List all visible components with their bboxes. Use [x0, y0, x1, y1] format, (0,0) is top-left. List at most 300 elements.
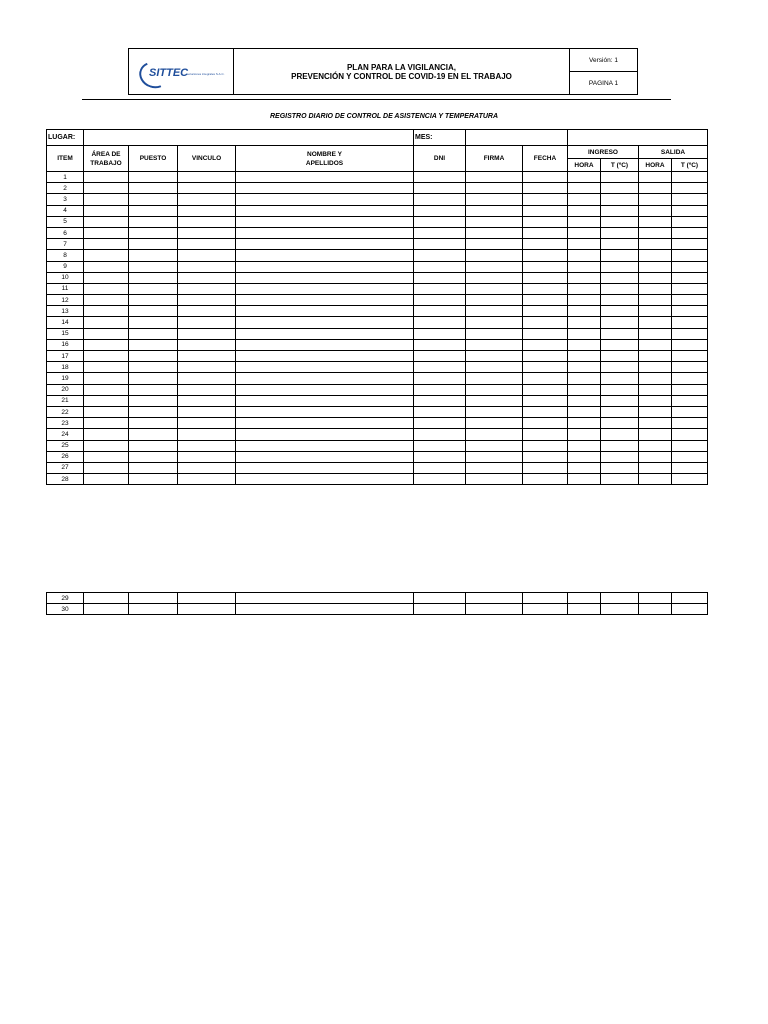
entry-cell[interactable] [639, 418, 672, 429]
entry-cell[interactable] [568, 451, 601, 462]
entry-cell[interactable] [84, 440, 129, 451]
entry-cell[interactable] [672, 272, 708, 283]
entry-cell[interactable] [129, 216, 178, 227]
entry-cell[interactable] [84, 227, 129, 238]
entry-cell[interactable] [568, 418, 601, 429]
entry-cell[interactable] [414, 406, 466, 417]
entry-cell[interactable] [466, 440, 523, 451]
entry-cell[interactable] [129, 295, 178, 306]
entry-cell[interactable] [568, 239, 601, 250]
entry-cell[interactable] [523, 216, 568, 227]
entry-cell[interactable] [84, 250, 129, 261]
entry-cell[interactable] [639, 227, 672, 238]
entry-cell[interactable] [129, 328, 178, 339]
entry-cell[interactable] [466, 451, 523, 462]
entry-cell[interactable] [84, 172, 129, 183]
entry-cell[interactable] [84, 451, 129, 462]
entry-cell[interactable] [672, 239, 708, 250]
entry-cell[interactable] [129, 462, 178, 473]
entry-cell[interactable] [639, 272, 672, 283]
entry-cell[interactable] [672, 474, 708, 485]
entry-cell[interactable] [236, 351, 414, 362]
entry-cell[interactable] [568, 395, 601, 406]
entry-cell[interactable] [414, 194, 466, 205]
entry-cell[interactable] [601, 261, 639, 272]
entry-cell[interactable] [601, 328, 639, 339]
entry-cell[interactable] [129, 373, 178, 384]
entry-cell[interactable] [523, 250, 568, 261]
entry-cell[interactable] [236, 306, 414, 317]
entry-cell[interactable] [639, 462, 672, 473]
entry-cell[interactable] [414, 462, 466, 473]
entry-cell[interactable] [414, 429, 466, 440]
entry-cell[interactable] [236, 227, 414, 238]
entry-cell[interactable] [523, 373, 568, 384]
entry-cell[interactable] [568, 429, 601, 440]
entry-cell[interactable] [236, 216, 414, 227]
entry-cell[interactable] [639, 429, 672, 440]
entry-cell[interactable] [639, 339, 672, 350]
entry-cell[interactable] [84, 339, 129, 350]
entry-cell[interactable] [601, 295, 639, 306]
entry-cell[interactable] [639, 205, 672, 216]
entry-cell[interactable] [414, 183, 466, 194]
entry-cell[interactable] [236, 462, 414, 473]
entry-cell[interactable] [129, 306, 178, 317]
entry-cell[interactable] [672, 351, 708, 362]
entry-cell[interactable] [236, 328, 414, 339]
entry-cell[interactable] [639, 593, 672, 604]
entry-cell[interactable] [639, 183, 672, 194]
entry-cell[interactable] [414, 250, 466, 261]
entry-cell[interactable] [639, 362, 672, 373]
entry-cell[interactable] [466, 239, 523, 250]
entry-cell[interactable] [672, 317, 708, 328]
entry-cell[interactable] [84, 328, 129, 339]
entry-cell[interactable] [672, 462, 708, 473]
entry-cell[interactable] [672, 306, 708, 317]
entry-cell[interactable] [178, 351, 236, 362]
entry-cell[interactable] [523, 474, 568, 485]
entry-cell[interactable] [466, 406, 523, 417]
entry-cell[interactable] [568, 462, 601, 473]
entry-cell[interactable] [523, 440, 568, 451]
entry-cell[interactable] [414, 261, 466, 272]
entry-cell[interactable] [639, 250, 672, 261]
entry-cell[interactable] [84, 239, 129, 250]
entry-cell[interactable] [523, 406, 568, 417]
entry-cell[interactable] [129, 384, 178, 395]
entry-cell[interactable] [672, 395, 708, 406]
entry-cell[interactable] [129, 451, 178, 462]
entry-cell[interactable] [414, 227, 466, 238]
entry-cell[interactable] [466, 205, 523, 216]
entry-cell[interactable] [129, 429, 178, 440]
entry-cell[interactable] [672, 216, 708, 227]
entry-cell[interactable] [236, 429, 414, 440]
entry-cell[interactable] [414, 339, 466, 350]
entry-cell[interactable] [601, 406, 639, 417]
entry-cell[interactable] [672, 295, 708, 306]
entry-cell[interactable] [178, 593, 236, 604]
entry-cell[interactable] [178, 183, 236, 194]
entry-cell[interactable] [466, 272, 523, 283]
entry-cell[interactable] [601, 474, 639, 485]
entry-cell[interactable] [672, 328, 708, 339]
entry-cell[interactable] [523, 317, 568, 328]
entry-cell[interactable] [84, 194, 129, 205]
entry-cell[interactable] [523, 418, 568, 429]
entry-cell[interactable] [601, 205, 639, 216]
entry-cell[interactable] [236, 250, 414, 261]
entry-cell[interactable] [236, 194, 414, 205]
entry-cell[interactable] [84, 373, 129, 384]
entry-cell[interactable] [523, 205, 568, 216]
entry-cell[interactable] [236, 406, 414, 417]
entry-cell[interactable] [129, 172, 178, 183]
entry-cell[interactable] [129, 418, 178, 429]
entry-cell[interactable] [523, 328, 568, 339]
entry-cell[interactable] [523, 593, 568, 604]
entry-cell[interactable] [466, 216, 523, 227]
entry-cell[interactable] [523, 339, 568, 350]
entry-cell[interactable] [129, 205, 178, 216]
entry-cell[interactable] [672, 172, 708, 183]
entry-cell[interactable] [84, 283, 129, 294]
entry-cell[interactable] [466, 295, 523, 306]
entry-cell[interactable] [414, 593, 466, 604]
entry-cell[interactable] [601, 593, 639, 604]
entry-cell[interactable] [414, 362, 466, 373]
entry-cell[interactable] [672, 593, 708, 604]
entry-cell[interactable] [178, 373, 236, 384]
mes-field[interactable] [466, 130, 568, 146]
entry-cell[interactable] [672, 250, 708, 261]
entry-cell[interactable] [523, 351, 568, 362]
entry-cell[interactable] [178, 362, 236, 373]
entry-cell[interactable] [601, 418, 639, 429]
entry-cell[interactable] [639, 395, 672, 406]
entry-cell[interactable] [672, 339, 708, 350]
entry-cell[interactable] [178, 395, 236, 406]
entry-cell[interactable] [672, 451, 708, 462]
entry-cell[interactable] [236, 451, 414, 462]
entry-cell[interactable] [523, 295, 568, 306]
entry-cell[interactable] [639, 440, 672, 451]
entry-cell[interactable] [601, 283, 639, 294]
entry-cell[interactable] [568, 306, 601, 317]
entry-cell[interactable] [414, 604, 466, 615]
entry-cell[interactable] [568, 194, 601, 205]
entry-cell[interactable] [672, 384, 708, 395]
entry-cell[interactable] [84, 183, 129, 194]
entry-cell[interactable] [129, 317, 178, 328]
entry-cell[interactable] [568, 474, 601, 485]
entry-cell[interactable] [601, 384, 639, 395]
entry-cell[interactable] [466, 227, 523, 238]
entry-cell[interactable] [601, 373, 639, 384]
entry-cell[interactable] [236, 604, 414, 615]
entry-cell[interactable] [236, 295, 414, 306]
entry-cell[interactable] [178, 272, 236, 283]
entry-cell[interactable] [178, 462, 236, 473]
entry-cell[interactable] [523, 362, 568, 373]
entry-cell[interactable] [129, 239, 178, 250]
entry-cell[interactable] [178, 604, 236, 615]
entry-cell[interactable] [84, 351, 129, 362]
entry-cell[interactable] [568, 250, 601, 261]
entry-cell[interactable] [178, 440, 236, 451]
entry-cell[interactable] [672, 261, 708, 272]
entry-cell[interactable] [466, 317, 523, 328]
entry-cell[interactable] [639, 194, 672, 205]
entry-cell[interactable] [523, 261, 568, 272]
entry-cell[interactable] [466, 418, 523, 429]
entry-cell[interactable] [236, 183, 414, 194]
entry-cell[interactable] [601, 317, 639, 328]
entry-cell[interactable] [129, 272, 178, 283]
entry-cell[interactable] [672, 283, 708, 294]
entry-cell[interactable] [639, 328, 672, 339]
entry-cell[interactable] [414, 373, 466, 384]
entry-cell[interactable] [639, 373, 672, 384]
entry-cell[interactable] [568, 406, 601, 417]
entry-cell[interactable] [601, 451, 639, 462]
entry-cell[interactable] [236, 362, 414, 373]
entry-cell[interactable] [466, 395, 523, 406]
entry-cell[interactable] [568, 261, 601, 272]
entry-cell[interactable] [236, 440, 414, 451]
entry-cell[interactable] [414, 317, 466, 328]
entry-cell[interactable] [672, 362, 708, 373]
entry-cell[interactable] [84, 418, 129, 429]
entry-cell[interactable] [466, 462, 523, 473]
entry-cell[interactable] [523, 306, 568, 317]
entry-cell[interactable] [236, 418, 414, 429]
entry-cell[interactable] [84, 261, 129, 272]
entry-cell[interactable] [129, 593, 178, 604]
entry-cell[interactable] [414, 205, 466, 216]
entry-cell[interactable] [178, 429, 236, 440]
entry-cell[interactable] [466, 384, 523, 395]
entry-cell[interactable] [129, 406, 178, 417]
entry-cell[interactable] [414, 172, 466, 183]
entry-cell[interactable] [523, 183, 568, 194]
entry-cell[interactable] [466, 351, 523, 362]
entry-cell[interactable] [639, 172, 672, 183]
entry-cell[interactable] [129, 194, 178, 205]
entry-cell[interactable] [601, 362, 639, 373]
entry-cell[interactable] [523, 194, 568, 205]
entry-cell[interactable] [466, 429, 523, 440]
entry-cell[interactable] [568, 172, 601, 183]
entry-cell[interactable] [129, 227, 178, 238]
entry-cell[interactable] [84, 306, 129, 317]
entry-cell[interactable] [568, 227, 601, 238]
lugar-field[interactable] [84, 130, 414, 146]
entry-cell[interactable] [523, 384, 568, 395]
entry-cell[interactable] [466, 373, 523, 384]
entry-cell[interactable] [639, 604, 672, 615]
entry-cell[interactable] [639, 239, 672, 250]
entry-cell[interactable] [84, 317, 129, 328]
entry-cell[interactable] [523, 451, 568, 462]
entry-cell[interactable] [178, 216, 236, 227]
entry-cell[interactable] [84, 395, 129, 406]
entry-cell[interactable] [466, 339, 523, 350]
entry-cell[interactable] [178, 306, 236, 317]
entry-cell[interactable] [601, 395, 639, 406]
entry-cell[interactable] [414, 451, 466, 462]
entry-cell[interactable] [178, 250, 236, 261]
entry-cell[interactable] [236, 283, 414, 294]
entry-cell[interactable] [568, 384, 601, 395]
entry-cell[interactable] [178, 328, 236, 339]
entry-cell[interactable] [523, 239, 568, 250]
entry-cell[interactable] [672, 440, 708, 451]
entry-cell[interactable] [414, 384, 466, 395]
entry-cell[interactable] [639, 295, 672, 306]
entry-cell[interactable] [523, 172, 568, 183]
entry-cell[interactable] [129, 339, 178, 350]
entry-cell[interactable] [466, 306, 523, 317]
entry-cell[interactable] [601, 250, 639, 261]
entry-cell[interactable] [84, 604, 129, 615]
entry-cell[interactable] [414, 440, 466, 451]
entry-cell[interactable] [672, 429, 708, 440]
entry-cell[interactable] [672, 205, 708, 216]
entry-cell[interactable] [129, 261, 178, 272]
entry-cell[interactable] [414, 306, 466, 317]
entry-cell[interactable] [568, 272, 601, 283]
entry-cell[interactable] [639, 451, 672, 462]
entry-cell[interactable] [672, 183, 708, 194]
entry-cell[interactable] [601, 272, 639, 283]
entry-cell[interactable] [568, 205, 601, 216]
entry-cell[interactable] [84, 362, 129, 373]
entry-cell[interactable] [601, 604, 639, 615]
entry-cell[interactable] [672, 406, 708, 417]
entry-cell[interactable] [601, 216, 639, 227]
entry-cell[interactable] [639, 283, 672, 294]
entry-cell[interactable] [84, 406, 129, 417]
entry-cell[interactable] [236, 239, 414, 250]
entry-cell[interactable] [639, 317, 672, 328]
entry-cell[interactable] [601, 440, 639, 451]
entry-cell[interactable] [601, 239, 639, 250]
entry-cell[interactable] [84, 272, 129, 283]
entry-cell[interactable] [601, 462, 639, 473]
entry-cell[interactable] [414, 216, 466, 227]
entry-cell[interactable] [178, 172, 236, 183]
entry-cell[interactable] [466, 474, 523, 485]
entry-cell[interactable] [601, 306, 639, 317]
entry-cell[interactable] [466, 250, 523, 261]
entry-cell[interactable] [84, 295, 129, 306]
entry-cell[interactable] [236, 261, 414, 272]
entry-cell[interactable] [639, 261, 672, 272]
entry-cell[interactable] [178, 406, 236, 417]
entry-cell[interactable] [129, 604, 178, 615]
entry-cell[interactable] [178, 227, 236, 238]
entry-cell[interactable] [672, 373, 708, 384]
entry-cell[interactable] [568, 295, 601, 306]
entry-cell[interactable] [639, 474, 672, 485]
entry-cell[interactable] [466, 194, 523, 205]
entry-cell[interactable] [639, 306, 672, 317]
entry-cell[interactable] [672, 418, 708, 429]
entry-cell[interactable] [178, 194, 236, 205]
entry-cell[interactable] [84, 474, 129, 485]
entry-cell[interactable] [639, 351, 672, 362]
entry-cell[interactable] [414, 474, 466, 485]
entry-cell[interactable] [523, 604, 568, 615]
entry-cell[interactable] [178, 261, 236, 272]
entry-cell[interactable] [672, 604, 708, 615]
entry-cell[interactable] [236, 339, 414, 350]
entry-cell[interactable] [523, 227, 568, 238]
entry-cell[interactable] [178, 295, 236, 306]
entry-cell[interactable] [601, 194, 639, 205]
entry-cell[interactable] [414, 239, 466, 250]
entry-cell[interactable] [236, 272, 414, 283]
entry-cell[interactable] [639, 216, 672, 227]
entry-cell[interactable] [236, 395, 414, 406]
entry-cell[interactable] [639, 384, 672, 395]
entry-cell[interactable] [236, 384, 414, 395]
entry-cell[interactable] [129, 474, 178, 485]
entry-cell[interactable] [672, 194, 708, 205]
entry-cell[interactable] [601, 351, 639, 362]
entry-cell[interactable] [178, 418, 236, 429]
entry-cell[interactable] [568, 440, 601, 451]
entry-cell[interactable] [601, 172, 639, 183]
entry-cell[interactable] [601, 227, 639, 238]
entry-cell[interactable] [84, 205, 129, 216]
entry-cell[interactable] [236, 593, 414, 604]
entry-cell[interactable] [523, 272, 568, 283]
entry-cell[interactable] [568, 216, 601, 227]
entry-cell[interactable] [568, 362, 601, 373]
entry-cell[interactable] [466, 172, 523, 183]
entry-cell[interactable] [414, 295, 466, 306]
entry-cell[interactable] [236, 474, 414, 485]
entry-cell[interactable] [178, 239, 236, 250]
entry-cell[interactable] [414, 283, 466, 294]
entry-cell[interactable] [236, 172, 414, 183]
entry-cell[interactable] [178, 451, 236, 462]
entry-cell[interactable] [672, 227, 708, 238]
entry-cell[interactable] [129, 351, 178, 362]
entry-cell[interactable] [568, 328, 601, 339]
entry-cell[interactable] [178, 317, 236, 328]
entry-cell[interactable] [601, 183, 639, 194]
entry-cell[interactable] [568, 317, 601, 328]
entry-cell[interactable] [568, 351, 601, 362]
entry-cell[interactable] [84, 384, 129, 395]
entry-cell[interactable] [466, 604, 523, 615]
entry-cell[interactable] [568, 373, 601, 384]
entry-cell[interactable] [178, 339, 236, 350]
entry-cell[interactable] [466, 328, 523, 339]
entry-cell[interactable] [84, 216, 129, 227]
entry-cell[interactable] [466, 362, 523, 373]
entry-cell[interactable] [129, 283, 178, 294]
entry-cell[interactable] [236, 205, 414, 216]
entry-cell[interactable] [639, 406, 672, 417]
entry-cell[interactable] [568, 183, 601, 194]
entry-cell[interactable] [178, 283, 236, 294]
